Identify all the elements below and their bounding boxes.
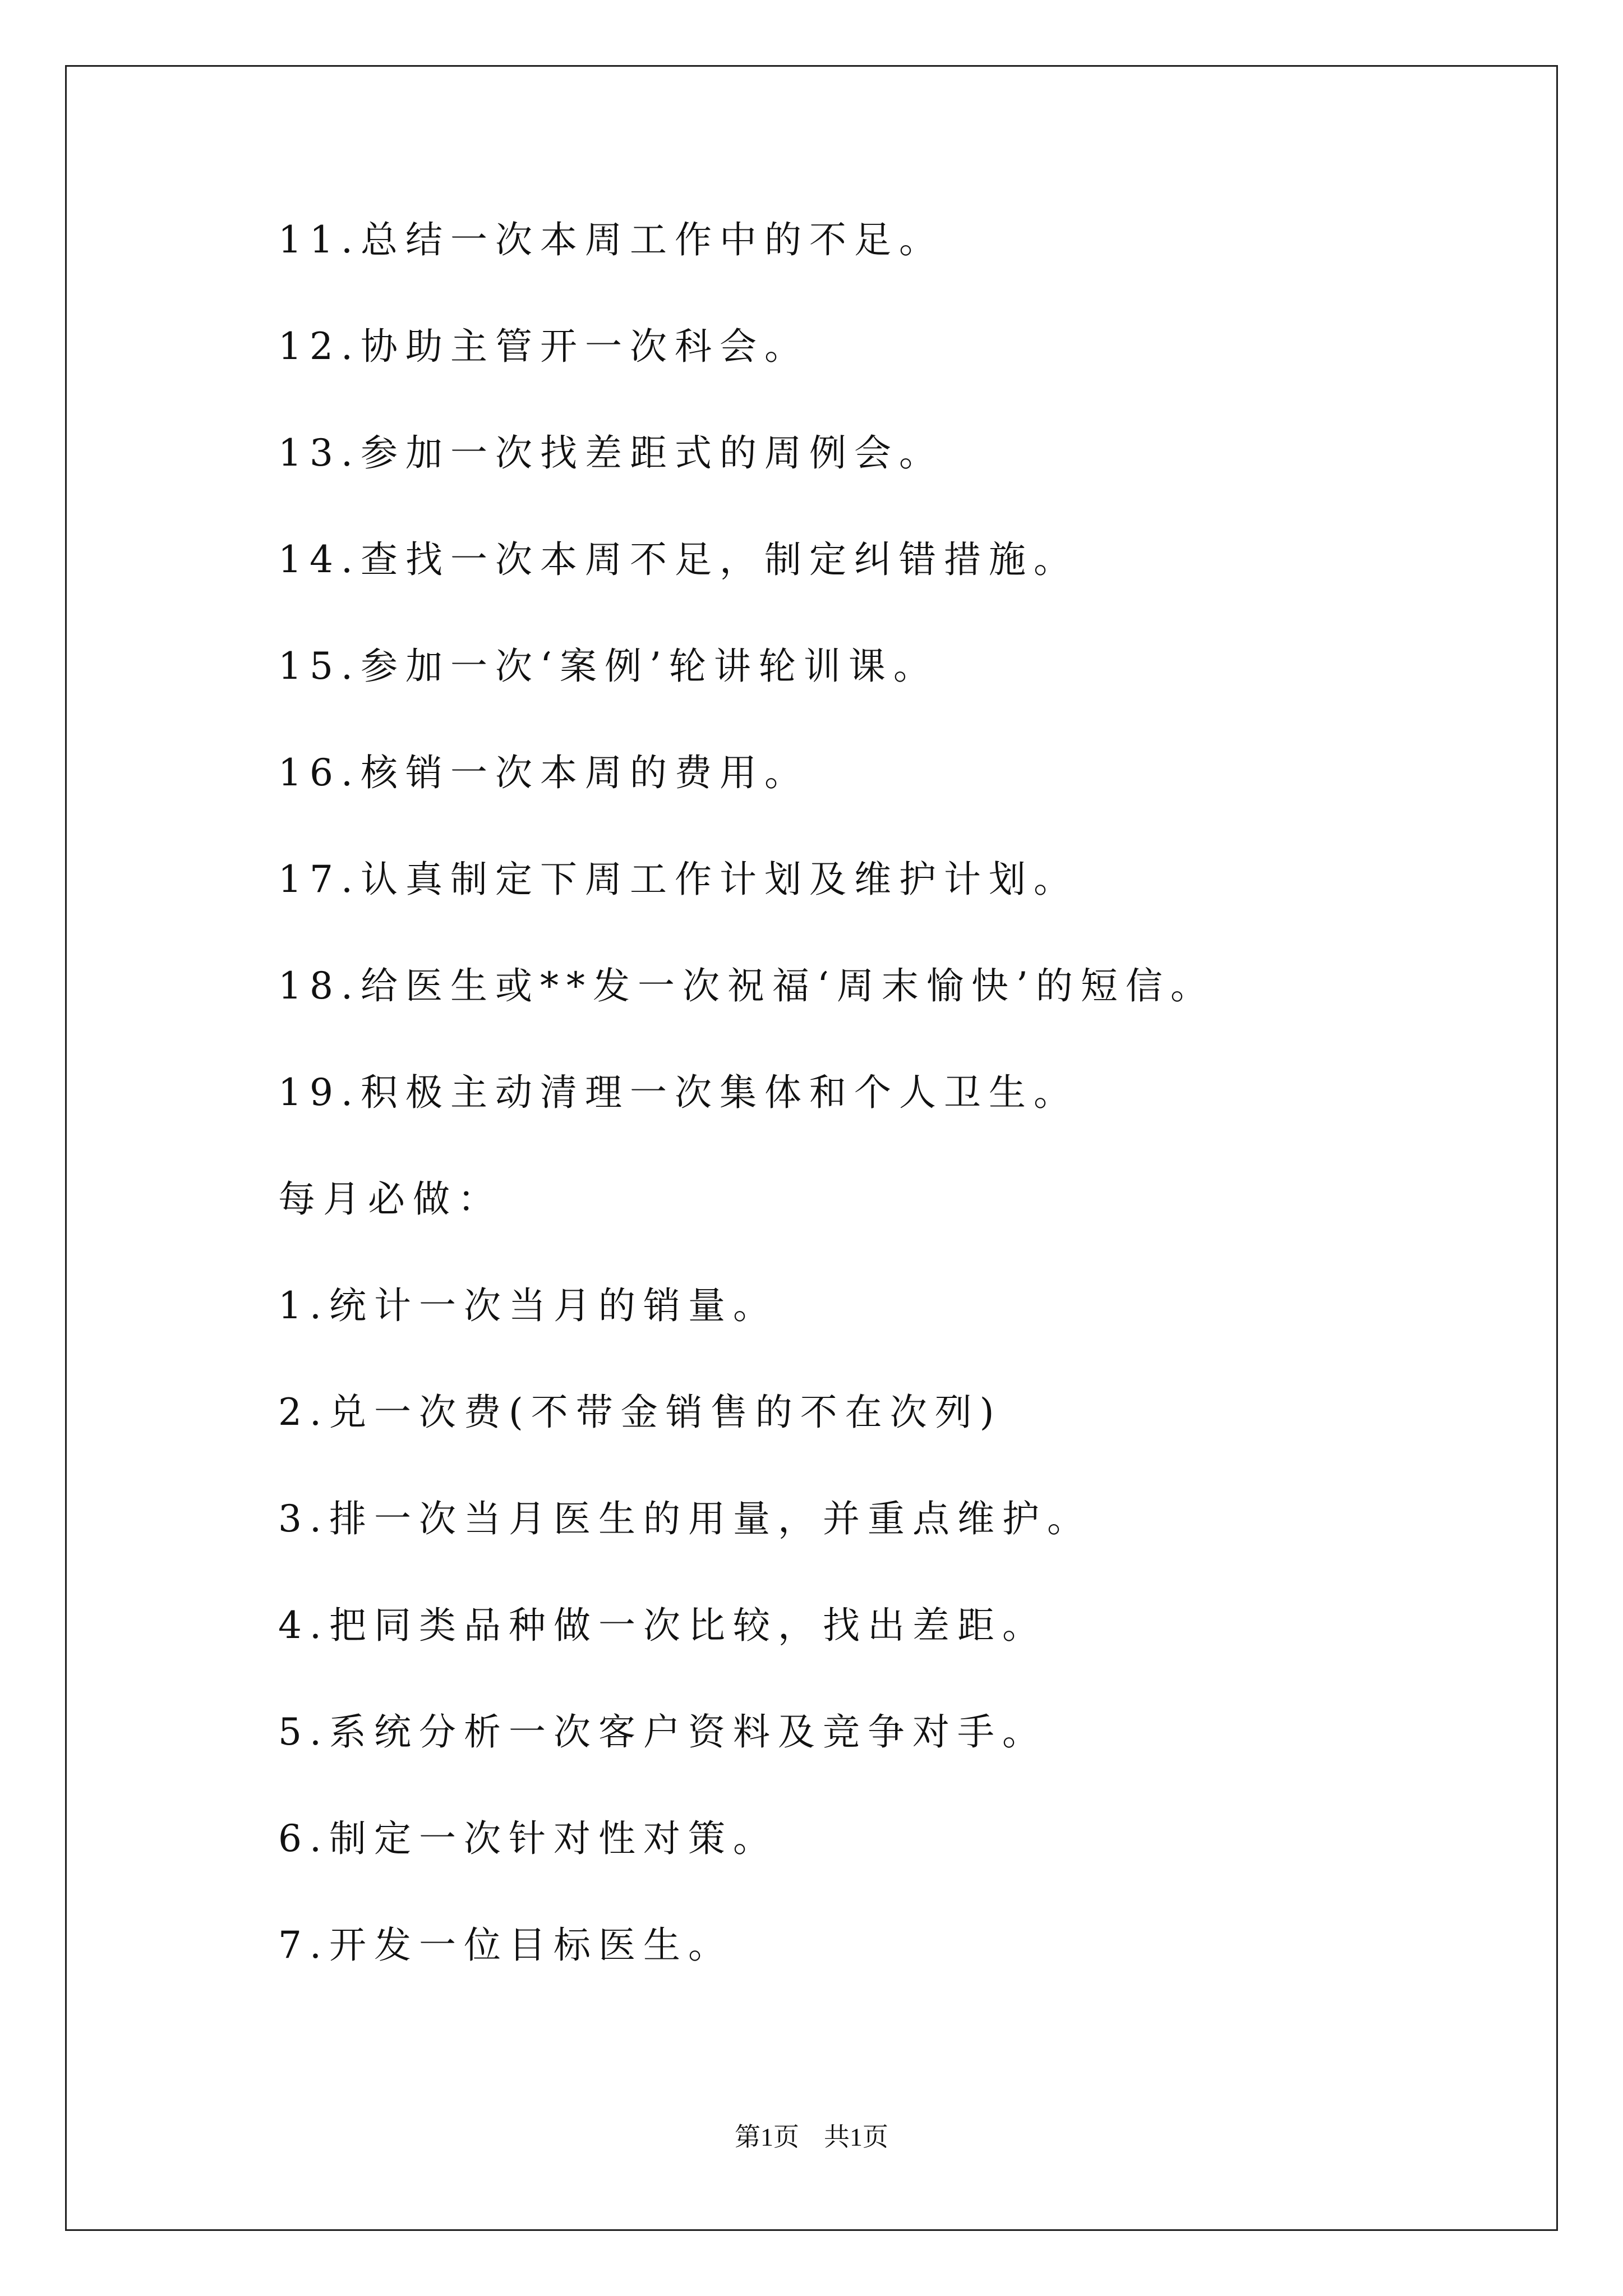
page-number: 第1页 <box>735 2123 799 2151</box>
section-heading: 每月必做： <box>278 1177 502 1221</box>
list-item: 3.排一次当月医生的用量，并重点维护。 <box>278 1497 1092 1540</box>
list-item: 17.认真制定下周工作计划及维护计划。 <box>278 858 1078 901</box>
list-item: 16.核销一次本周的费用。 <box>278 751 809 794</box>
list-item: 2.兑一次费(不带金销售的不在次列) <box>278 1391 1002 1434</box>
list-item: 5.系统分析一次客户资料及竞争对手。 <box>278 1710 1047 1754</box>
document-body <box>278 218 1501 2030</box>
list-item: 13.参加一次找差距式的周例会。 <box>278 431 944 475</box>
list-item: 12.协助主管开一次科会。 <box>278 325 809 368</box>
list-item: 1.统计一次当月的销量。 <box>278 1284 778 1327</box>
list-item: 6.制定一次针对性对策。 <box>278 1817 778 1860</box>
list-item: 19.积极主动清理一次集体和个人卫生。 <box>278 1071 1078 1114</box>
list-item: 4.把同类品种做一次比较，找出差距。 <box>278 1604 1047 1647</box>
page-total: 共1页 <box>824 2123 888 2151</box>
list-item: 14.查找一次本周不足，制定纠错措施。 <box>278 538 1078 581</box>
list-item: 18.给医生或**发一次祝福‘周末愉快’的短信。 <box>278 964 1215 1007</box>
page-footer <box>0 2122 1623 2153</box>
list-item: 15.参加一次‘案例’轮讲轮训课。 <box>278 645 938 688</box>
list-item: 11.总结一次本周工作中的不足。 <box>278 218 944 261</box>
list-item: 7.开发一位目标医生。 <box>278 1924 733 1967</box>
